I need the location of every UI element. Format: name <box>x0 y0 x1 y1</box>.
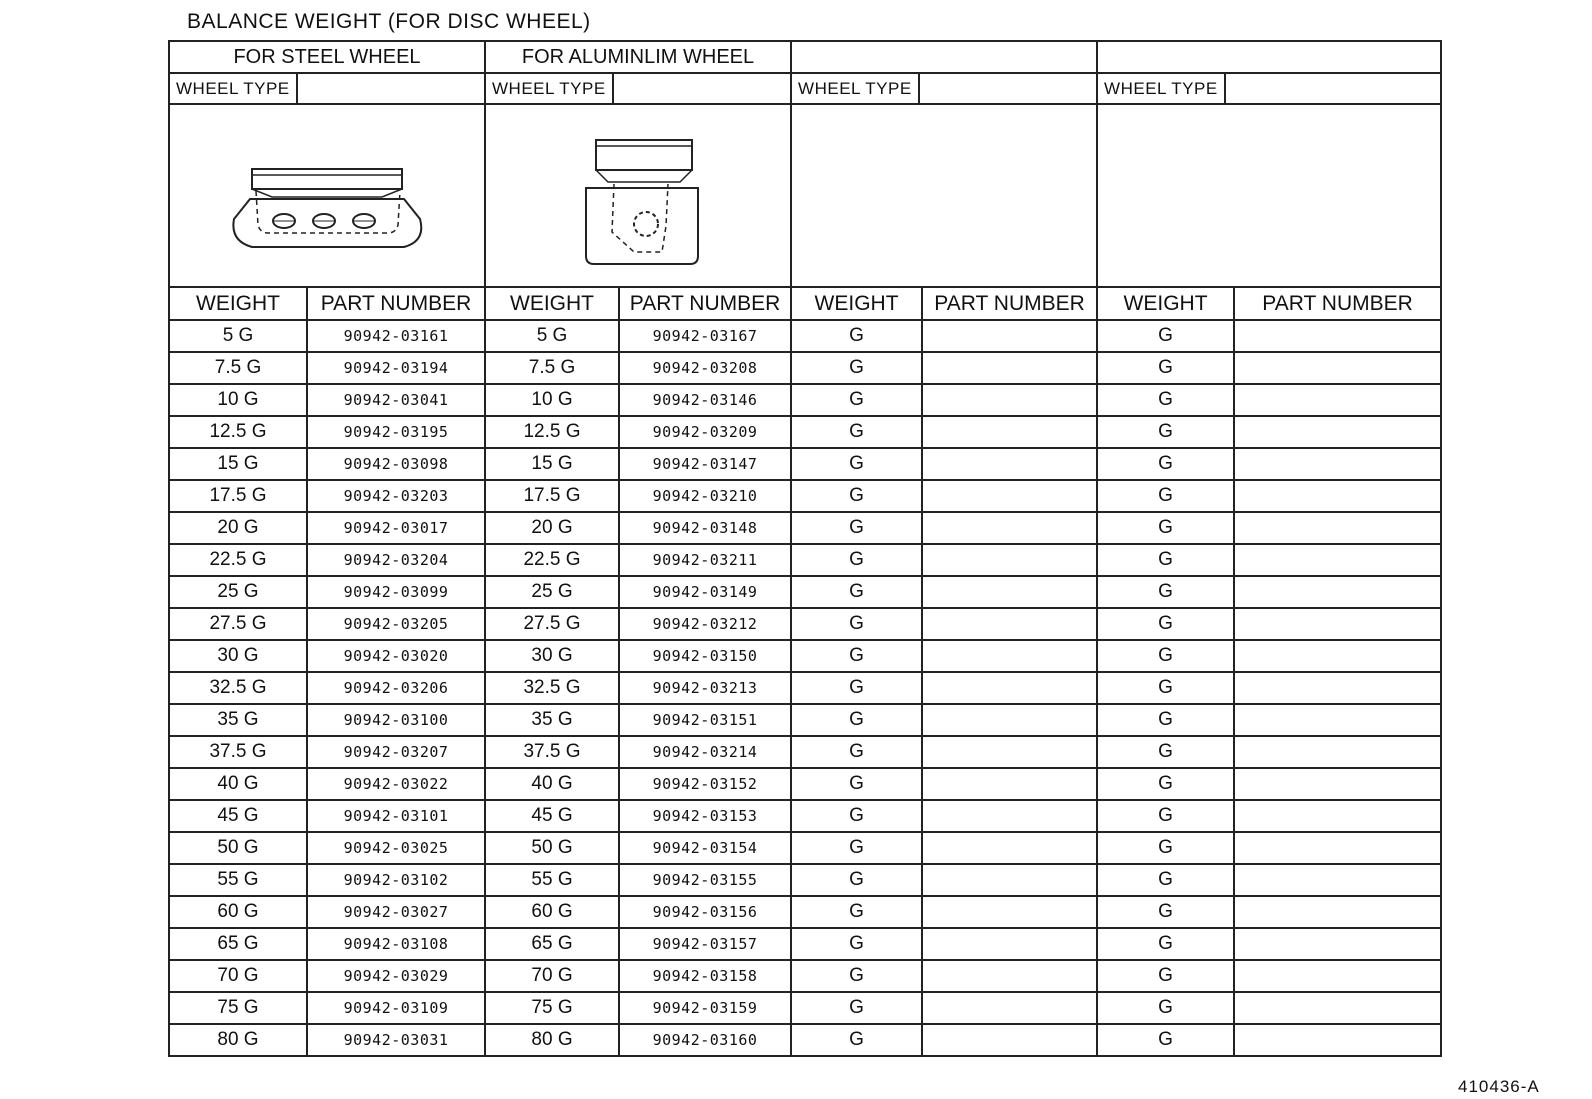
part-number-cell-3 <box>922 736 1097 768</box>
aluminum-part-number-header: PART NUMBER <box>619 287 791 320</box>
aluminum-weight-cell: 35 G <box>485 704 619 736</box>
part-number-cell-4 <box>1234 416 1441 448</box>
aluminum-weight-cell: 60 G <box>485 896 619 928</box>
aluminum-weight-cell: 27.5 G <box>485 608 619 640</box>
steel-part-number-cell: 90942-03100 <box>307 704 485 736</box>
aluminum-weight-cell: 20 G <box>485 512 619 544</box>
steel-part-number-cell: 90942-03022 <box>307 768 485 800</box>
weight-cell-4: G <box>1097 544 1234 576</box>
table-row <box>169 800 1441 832</box>
weight-cell-3: G <box>791 800 922 832</box>
steel-part-number-cell: 90942-03041 <box>307 384 485 416</box>
figure-id: 410436-A <box>1458 1077 1540 1096</box>
part-number-cell-3 <box>922 480 1097 512</box>
weight-cell-4: G <box>1097 672 1234 704</box>
weight-cell-3: G <box>791 448 922 480</box>
part-number-cell-4 <box>1234 832 1441 864</box>
steel-part-number-cell: 90942-03098 <box>307 448 485 480</box>
part-number-cell-4 <box>1234 480 1441 512</box>
wheel-type-value <box>614 74 790 103</box>
aluminum-weight-cell: 55 G <box>485 864 619 896</box>
aluminum-weight-cell: 25 G <box>485 576 619 608</box>
aluminum-wheel-type-cell <box>485 73 791 104</box>
aluminum-part-number-cell: 90942-03214 <box>619 736 791 768</box>
table-row <box>169 352 1441 384</box>
weight-cell-3: G <box>791 416 922 448</box>
part-number-cell-3 <box>922 864 1097 896</box>
wheel-heading-4 <box>1097 41 1441 73</box>
weight-header-3: WEIGHT <box>791 287 922 320</box>
wheel-type-value <box>298 74 484 103</box>
steel-weight-cell: 22.5 G <box>169 544 307 576</box>
steel-part-number-cell: 90942-03027 <box>307 896 485 928</box>
part-number-cell-3 <box>922 512 1097 544</box>
table-row <box>169 992 1441 1024</box>
weight-cell-3: G <box>791 320 922 352</box>
steel-weight-cell: 5 G <box>169 320 307 352</box>
wheel-type-label: WHEEL TYPE <box>486 74 614 103</box>
part-number-cell-4 <box>1234 512 1441 544</box>
document-title: BALANCE WEIGHT (FOR DISC WHEEL) <box>187 10 591 33</box>
part-number-cell-3 <box>922 608 1097 640</box>
wheel-type-row <box>169 73 1441 104</box>
wheel-type-label: WHEEL TYPE <box>170 74 298 103</box>
weight-cell-3: G <box>791 672 922 704</box>
steel-part-number-cell: 90942-03195 <box>307 416 485 448</box>
steel-weight-cell: 40 G <box>169 768 307 800</box>
weight-cell-4: G <box>1097 864 1234 896</box>
weight-cell-3: G <box>791 960 922 992</box>
part-number-cell-4 <box>1234 608 1441 640</box>
part-number-cell-3 <box>922 352 1097 384</box>
weight-cell-3: G <box>791 864 922 896</box>
aluminum-part-number-cell: 90942-03152 <box>619 768 791 800</box>
part-number-cell-4 <box>1234 768 1441 800</box>
steel-weight-cell: 55 G <box>169 864 307 896</box>
part-number-cell-4 <box>1234 896 1441 928</box>
weight-cell-3: G <box>791 576 922 608</box>
weight-cell-3: G <box>791 992 922 1024</box>
aluminum-part-number-cell: 90942-03159 <box>619 992 791 1024</box>
steel-weight-cell: 25 G <box>169 576 307 608</box>
steel-weight-cell: 15 G <box>169 448 307 480</box>
table-row <box>169 896 1441 928</box>
aluminum-weight-cell: 65 G <box>485 928 619 960</box>
weight-header-4: WEIGHT <box>1097 287 1234 320</box>
weight-cell-4: G <box>1097 1024 1234 1056</box>
aluminum-weight-cell: 12.5 G <box>485 416 619 448</box>
aluminum-weight-cell: 70 G <box>485 960 619 992</box>
part-number-cell-3 <box>922 672 1097 704</box>
weight-cell-3: G <box>791 736 922 768</box>
steel-weight-cell: 32.5 G <box>169 672 307 704</box>
steel-part-number-cell: 90942-03204 <box>307 544 485 576</box>
steel-weight-cell: 20 G <box>169 512 307 544</box>
table-row <box>169 448 1441 480</box>
steel-weight-header: WEIGHT <box>169 287 307 320</box>
part-number-cell-4 <box>1234 448 1441 480</box>
aluminum-part-number-cell: 90942-03160 <box>619 1024 791 1056</box>
steel-part-number-cell: 90942-03109 <box>307 992 485 1024</box>
aluminum-weight-header: WEIGHT <box>485 287 619 320</box>
steel-weight-cell: 70 G <box>169 960 307 992</box>
table-row <box>169 384 1441 416</box>
part-number-cell-3 <box>922 768 1097 800</box>
steel-part-number-cell: 90942-03108 <box>307 928 485 960</box>
aluminum-part-number-cell: 90942-03213 <box>619 672 791 704</box>
table-row <box>169 512 1441 544</box>
weight-cell-3: G <box>791 832 922 864</box>
table-row <box>169 960 1441 992</box>
steel-weight-cell: 35 G <box>169 704 307 736</box>
steel-weight-cell: 50 G <box>169 832 307 864</box>
balance-weight-table <box>168 40 1442 1057</box>
weight-cell-3: G <box>791 608 922 640</box>
table-row <box>169 832 1441 864</box>
weight-cell-3: G <box>791 480 922 512</box>
part-number-cell-3 <box>922 896 1097 928</box>
part-number-cell-4 <box>1234 704 1441 736</box>
aluminum-weight-cell: 22.5 G <box>485 544 619 576</box>
wheel-type-value <box>1226 74 1440 103</box>
table-row <box>169 704 1441 736</box>
aluminum-weight-cell: 30 G <box>485 640 619 672</box>
steel-part-number-cell: 90942-03017 <box>307 512 485 544</box>
weight-rows <box>169 320 1441 1056</box>
part-number-cell-4 <box>1234 800 1441 832</box>
part-number-header-4: PART NUMBER <box>1234 287 1441 320</box>
part-number-cell-3 <box>922 960 1097 992</box>
weight-cell-4: G <box>1097 576 1234 608</box>
weight-cell-4: G <box>1097 320 1234 352</box>
part-number-header-3: PART NUMBER <box>922 287 1097 320</box>
aluminum-part-number-cell: 90942-03146 <box>619 384 791 416</box>
table-row <box>169 576 1441 608</box>
part-number-cell-3 <box>922 384 1097 416</box>
aluminum-weight-cell: 45 G <box>485 800 619 832</box>
steel-part-number-cell: 90942-03031 <box>307 1024 485 1056</box>
weight-cell-4: G <box>1097 608 1234 640</box>
steel-part-number-cell: 90942-03207 <box>307 736 485 768</box>
weight-cell-4: G <box>1097 832 1234 864</box>
aluminum-wheel-weight-illustration <box>568 126 708 266</box>
aluminum-part-number-cell: 90942-03208 <box>619 352 791 384</box>
steel-part-number-cell: 90942-03206 <box>307 672 485 704</box>
aluminum-part-number-cell: 90942-03153 <box>619 800 791 832</box>
weight-cell-3: G <box>791 384 922 416</box>
steel-part-number-cell: 90942-03102 <box>307 864 485 896</box>
steel-part-number-cell: 90942-03020 <box>307 640 485 672</box>
weight-cell-4: G <box>1097 352 1234 384</box>
weight-cell-4: G <box>1097 512 1234 544</box>
steel-part-number-cell: 90942-03161 <box>307 320 485 352</box>
aluminum-wheel-illustration-cell <box>485 104 791 287</box>
wheel-heading-3 <box>791 41 1097 73</box>
steel-weight-cell: 17.5 G <box>169 480 307 512</box>
aluminum-weight-cell: 17.5 G <box>485 480 619 512</box>
part-number-cell-3 <box>922 320 1097 352</box>
wheel-type-cell-4 <box>1097 73 1441 104</box>
aluminum-part-number-cell: 90942-03156 <box>619 896 791 928</box>
steel-weight-cell: 12.5 G <box>169 416 307 448</box>
aluminum-weight-cell: 7.5 G <box>485 352 619 384</box>
weight-cell-4: G <box>1097 480 1234 512</box>
weight-cell-4: G <box>1097 896 1234 928</box>
steel-wheel-type-cell <box>169 73 485 104</box>
steel-wheel-heading: FOR STEEL WHEEL <box>169 41 485 73</box>
weight-cell-3: G <box>791 512 922 544</box>
table-row <box>169 768 1441 800</box>
wheel-type-cell-3 <box>791 73 1097 104</box>
steel-wheel-weight-illustration <box>212 141 442 251</box>
illustration-cell-3 <box>791 104 1097 287</box>
aluminum-part-number-cell: 90942-03211 <box>619 544 791 576</box>
weight-cell-3: G <box>791 704 922 736</box>
aluminum-part-number-cell: 90942-03154 <box>619 832 791 864</box>
steel-weight-cell: 30 G <box>169 640 307 672</box>
aluminum-part-number-cell: 90942-03151 <box>619 704 791 736</box>
steel-part-number-cell: 90942-03205 <box>307 608 485 640</box>
weight-cell-4: G <box>1097 384 1234 416</box>
part-number-cell-4 <box>1234 320 1441 352</box>
steel-part-number-cell: 90942-03203 <box>307 480 485 512</box>
part-number-cell-4 <box>1234 736 1441 768</box>
steel-part-number-cell: 90942-03194 <box>307 352 485 384</box>
steel-weight-cell: 37.5 G <box>169 736 307 768</box>
part-number-cell-3 <box>922 544 1097 576</box>
weight-cell-4: G <box>1097 640 1234 672</box>
illustration-cell-4 <box>1097 104 1441 287</box>
weight-cell-3: G <box>791 352 922 384</box>
part-number-cell-4 <box>1234 992 1441 1024</box>
steel-weight-cell: 75 G <box>169 992 307 1024</box>
wheel-type-value <box>920 74 1096 103</box>
aluminum-weight-cell: 37.5 G <box>485 736 619 768</box>
table-row <box>169 1024 1441 1056</box>
aluminum-weight-cell: 50 G <box>485 832 619 864</box>
steel-weight-cell: 10 G <box>169 384 307 416</box>
aluminum-part-number-cell: 90942-03148 <box>619 512 791 544</box>
part-number-cell-4 <box>1234 384 1441 416</box>
aluminum-part-number-cell: 90942-03150 <box>619 640 791 672</box>
part-number-cell-4 <box>1234 576 1441 608</box>
weight-cell-3: G <box>791 896 922 928</box>
part-number-cell-4 <box>1234 352 1441 384</box>
weight-cell-4: G <box>1097 800 1234 832</box>
wheel-heading-row <box>169 41 1441 73</box>
weight-cell-4: G <box>1097 960 1234 992</box>
part-number-cell-4 <box>1234 544 1441 576</box>
part-number-cell-4 <box>1234 864 1441 896</box>
part-number-cell-3 <box>922 448 1097 480</box>
table-row <box>169 608 1441 640</box>
illustration-row <box>169 104 1441 287</box>
aluminum-weight-cell: 32.5 G <box>485 672 619 704</box>
part-number-cell-3 <box>922 640 1097 672</box>
aluminum-part-number-cell: 90942-03210 <box>619 480 791 512</box>
steel-weight-cell: 60 G <box>169 896 307 928</box>
part-number-cell-3 <box>922 704 1097 736</box>
part-number-cell-3 <box>922 992 1097 1024</box>
weight-cell-3: G <box>791 928 922 960</box>
part-number-cell-3 <box>922 832 1097 864</box>
table-row <box>169 544 1441 576</box>
weight-cell-3: G <box>791 768 922 800</box>
table-row <box>169 640 1441 672</box>
part-number-cell-4 <box>1234 1024 1441 1056</box>
weight-cell-4: G <box>1097 416 1234 448</box>
wheel-type-label: WHEEL TYPE <box>792 74 920 103</box>
table-row <box>169 864 1441 896</box>
aluminum-weight-cell: 5 G <box>485 320 619 352</box>
part-number-cell-3 <box>922 576 1097 608</box>
weight-cell-3: G <box>791 640 922 672</box>
steel-part-number-cell: 90942-03101 <box>307 800 485 832</box>
table-row <box>169 672 1441 704</box>
table-row <box>169 480 1441 512</box>
steel-weight-cell: 65 G <box>169 928 307 960</box>
table-row <box>169 928 1441 960</box>
weight-cell-3: G <box>791 1024 922 1056</box>
weight-cell-4: G <box>1097 768 1234 800</box>
steel-weight-cell: 27.5 G <box>169 608 307 640</box>
aluminum-weight-cell: 40 G <box>485 768 619 800</box>
aluminum-weight-cell: 10 G <box>485 384 619 416</box>
column-header-row <box>169 287 1441 320</box>
part-number-cell-4 <box>1234 640 1441 672</box>
aluminum-wheel-heading: FOR ALUMINLIM WHEEL <box>485 41 791 73</box>
aluminum-part-number-cell: 90942-03158 <box>619 960 791 992</box>
steel-part-number-cell: 90942-03099 <box>307 576 485 608</box>
aluminum-part-number-cell: 90942-03147 <box>619 448 791 480</box>
weight-cell-4: G <box>1097 736 1234 768</box>
weight-cell-4: G <box>1097 992 1234 1024</box>
aluminum-weight-cell: 80 G <box>485 1024 619 1056</box>
aluminum-part-number-cell: 90942-03212 <box>619 608 791 640</box>
weight-cell-4: G <box>1097 704 1234 736</box>
aluminum-weight-cell: 75 G <box>485 992 619 1024</box>
aluminum-weight-cell: 15 G <box>485 448 619 480</box>
part-number-cell-4 <box>1234 928 1441 960</box>
steel-wheel-illustration-cell <box>169 104 485 287</box>
part-number-cell-3 <box>922 1024 1097 1056</box>
part-number-cell-4 <box>1234 672 1441 704</box>
steel-part-number-header: PART NUMBER <box>307 287 485 320</box>
part-number-cell-3 <box>922 928 1097 960</box>
steel-weight-cell: 7.5 G <box>169 352 307 384</box>
part-number-cell-3 <box>922 800 1097 832</box>
aluminum-part-number-cell: 90942-03167 <box>619 320 791 352</box>
steel-part-number-cell: 90942-03025 <box>307 832 485 864</box>
aluminum-part-number-cell: 90942-03209 <box>619 416 791 448</box>
part-number-cell-4 <box>1234 960 1441 992</box>
aluminum-part-number-cell: 90942-03155 <box>619 864 791 896</box>
weight-cell-4: G <box>1097 928 1234 960</box>
table-row <box>169 320 1441 352</box>
steel-weight-cell: 45 G <box>169 800 307 832</box>
weight-cell-4: G <box>1097 448 1234 480</box>
table-row <box>169 736 1441 768</box>
steel-weight-cell: 80 G <box>169 1024 307 1056</box>
aluminum-part-number-cell: 90942-03149 <box>619 576 791 608</box>
part-number-cell-3 <box>922 416 1097 448</box>
aluminum-part-number-cell: 90942-03157 <box>619 928 791 960</box>
steel-part-number-cell: 90942-03029 <box>307 960 485 992</box>
weight-cell-3: G <box>791 544 922 576</box>
table-row <box>169 416 1441 448</box>
wheel-type-label: WHEEL TYPE <box>1098 74 1226 103</box>
